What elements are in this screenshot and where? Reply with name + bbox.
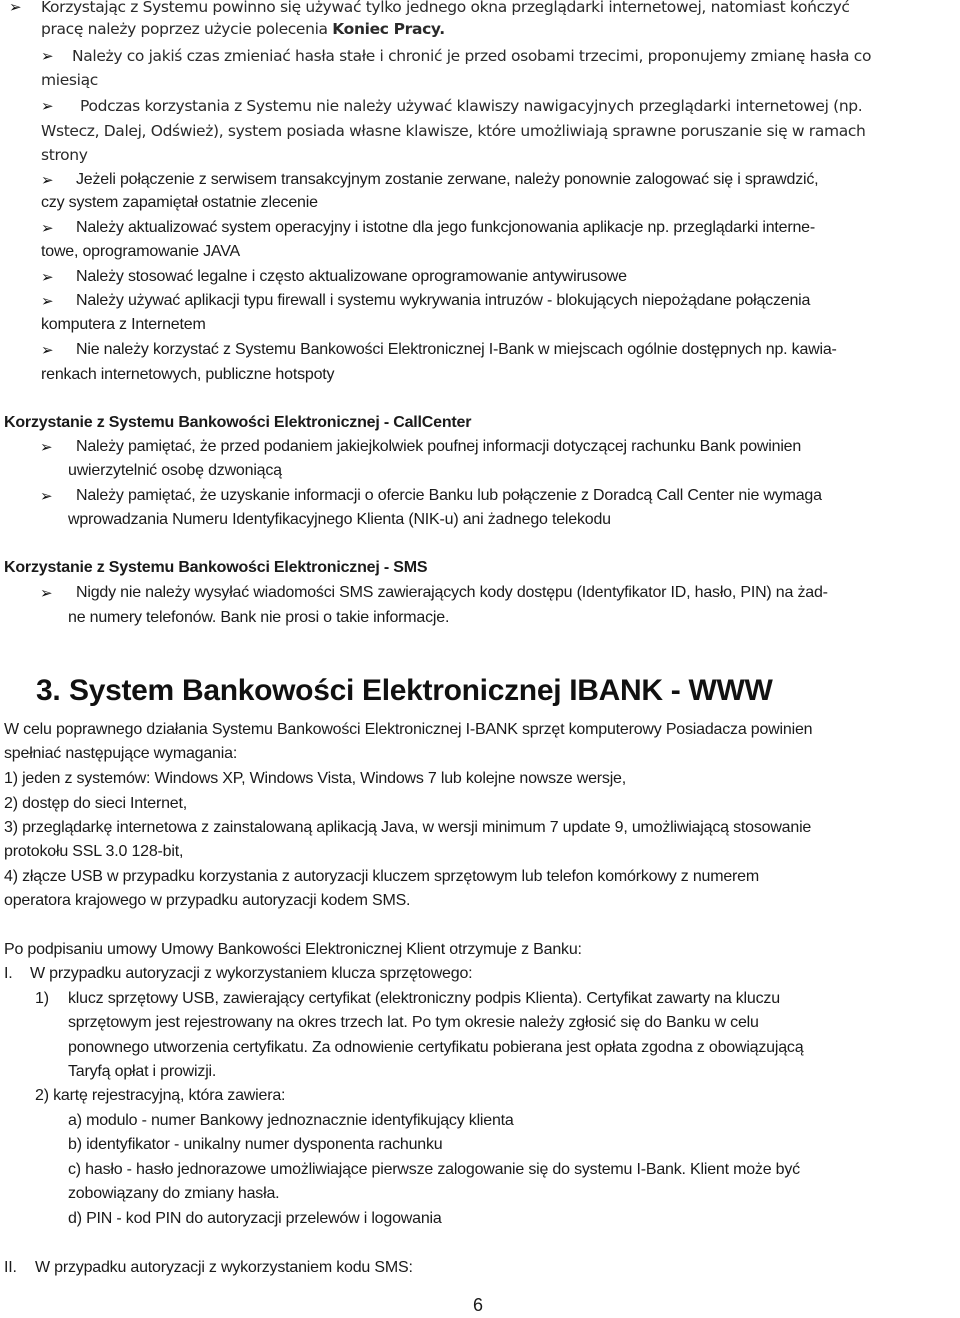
list-item-line: komputera z Internetem [41,316,206,333]
list-item-line: wprowadzania Numeru Identyfikacyjnego Klienta (NIK-u) ani żadnego telekodu [68,511,611,528]
numbered-item-line: ponownego utworzenia certyfikatu. Za odnowienie certyfikatu pobierana jest opłata zgodna z obowiązującą [68,1039,804,1056]
roman-label: II. [4,1259,17,1276]
paragraph-line: spełniać następujące wymagania: [4,745,238,762]
requirement-item-line: protokołu SSL 3.0 128-bit, [4,843,184,860]
arrow-bullet-icon: ➢ [41,268,54,286]
list-item-line: pracę należy poprzez użycie polecenia Koniec Pracy. [41,20,445,38]
list-item: Nie należy korzystać z Systemu Bankowości Elektronicznej I-Bank w miejscach ogólnie dostępnych np. kawia- [76,341,837,358]
numbered-item-line: Taryfą opłat i prowizji. [68,1063,217,1080]
arrow-bullet-icon: ➢ [9,0,22,16]
arrow-bullet-icon: ➢ [41,47,54,65]
list-item: Nigdy nie należy wysyłać wiadomości SMS zawierających kody dostępu (Identyfikator ID, hasło, PIN) na żad- [76,584,828,601]
lettered-item: a) modulo - numer Bankowy jednoznacznie identyfikujący klienta [68,1112,514,1129]
list-item-line: uwierzytelnić osobę dzwoniącą [68,462,282,479]
bold-phrase: Koniec Pracy. [332,20,445,38]
requirement-item: 4) złącze USB w przypadku korzystania z autoryzacji kluczem sprzętowym lub telefon komórkowy z numerem [4,868,759,885]
numbered-item-line: sprzętowym jest rejestrowany na okres trzech lat. Po tym okresie należy zgłosić się do Banku w celu [68,1014,759,1031]
list-item-line: ne numery telefonów. Bank nie prosi o takie informacje. [68,609,450,626]
requirement-item-line: operatora krajowego w przypadku autoryzacji kodem SMS. [4,892,411,909]
list-item-line: strony [41,146,88,164]
list-item-line: renkach internetowych, publiczne hotspoty [41,366,335,383]
roman-label: I. [4,965,13,982]
arrow-bullet-icon: ➢ [40,487,53,505]
list-item-line: miesiąc [41,71,98,89]
arrow-bullet-icon: ➢ [41,97,54,115]
page-number: 6 [473,1295,484,1315]
arrow-bullet-icon: ➢ [41,219,54,237]
requirement-item: 2) dostęp do sieci Internet, [4,795,187,812]
section-heading: Korzystanie z Systemu Bankowości Elektronicznej - CallCenter [4,414,472,431]
list-item: Należy pamiętać, że uzyskanie informacji o ofercie Banku lub połączenie z Doradcą Call Center nie wymaga [76,487,822,504]
list-item-line: Wstecz, Dalej, Odśwież), system posiada własne klawisze, które umożliwiają sprawne poruszanie się w ramach [41,122,866,140]
list-item: Należy używać aplikacji typu firewall i systemu wykrywania intruzów - blokujących niepożądane połączenia [76,292,811,309]
arrow-bullet-icon: ➢ [41,341,54,359]
case-heading: W przypadku autoryzacji z wykorzystaniem klucza sprzętowego: [30,965,473,982]
case-heading: W przypadku autoryzacji z wykorzystaniem kodu SMS: [35,1259,413,1276]
list-item: Podczas korzystania z Systemu nie należy używać klawiszy nawigacyjnych przeglądarki internetowej (np. [80,97,863,115]
arrow-bullet-icon: ➢ [40,438,53,456]
numbered-label: 1) [35,990,49,1007]
lettered-item: c) hasło - hasło jednorazowe umożliwiające pierwsze zalogowanie się do systemu I-Bank. Klient może być [68,1161,800,1178]
numbered-item: 2) kartę rejestracyjną, która zawiera: [35,1087,286,1104]
paragraph-line: Po podpisaniu umowy Umowy Bankowości Elektronicznej Klient otrzymuje z Banku: [4,941,582,958]
list-item: Należy aktualizować system operacyjny i istotne dla jego funkcjonowania aplikacje np. przeglądarki interne- [76,219,815,236]
list-item: Jeżeli połączenie z serwisem transakcyjnym zostanie zerwane, należy ponownie zalogować się i sprawdzić, [76,171,819,188]
list-item: Należy stosować legalne i często aktualizowane oprogramowanie antywirusowe [76,268,627,285]
lettered-item: d) PIN - kod PIN do autoryzacji przelewów i logowania [68,1210,442,1227]
list-item: Należy pamiętać, że przed podaniem jakiejkolwiek poufnej informacji dotyczącej rachunku Bank powinien [76,438,802,455]
arrow-bullet-icon: ➢ [41,292,54,310]
arrow-bullet-icon: ➢ [41,171,54,189]
list-item: Korzystając z Systemu powinno się używać tylko jednego okna przeglądarki internetowej, natomiast kończyć [41,0,850,16]
requirement-item: 3) przeglądarkę internetowa z zainstalowaną aplikacją Java, w wersji minimum 7 update 9, umożliwiającą stosowanie [4,819,812,836]
section-number: 3. [36,674,61,707]
lettered-item: b) identyfikator - unikalny numer dysponenta rachunku [68,1136,443,1153]
list-item-line: czy system zapamiętał ostatnie zlecenie [41,194,318,211]
section-title: System Bankowości Elektronicznej IBANK - WWW [69,674,773,707]
lettered-item-line: zobowiązany do zmiany hasła. [68,1185,280,1202]
arrow-bullet-icon: ➢ [40,584,53,602]
numbered-item: klucz sprzętowy USB, zawierający certyfikat (elektroniczny podpis Klienta). Certyfikat zawarty na kluczu [68,990,780,1007]
list-item: Należy co jakiś czas zmieniać hasła stałe i chronić je przed osobami trzecimi, proponujemy zmianę hasła co [72,47,872,65]
list-item-line: towe, oprogramowanie JAVA [41,243,240,260]
paragraph-line: W celu poprawnego działania Systemu Bankowości Elektronicznej I-BANK sprzęt komputerowy Posiadacza powinien [4,721,813,738]
requirement-item: 1) jeden z systemów: Windows XP, Windows Vista, Windows 7 lub kolejne nowsze wersje, [4,770,626,787]
section-heading: Korzystanie z Systemu Bankowości Elektronicznej - SMS [4,559,428,576]
